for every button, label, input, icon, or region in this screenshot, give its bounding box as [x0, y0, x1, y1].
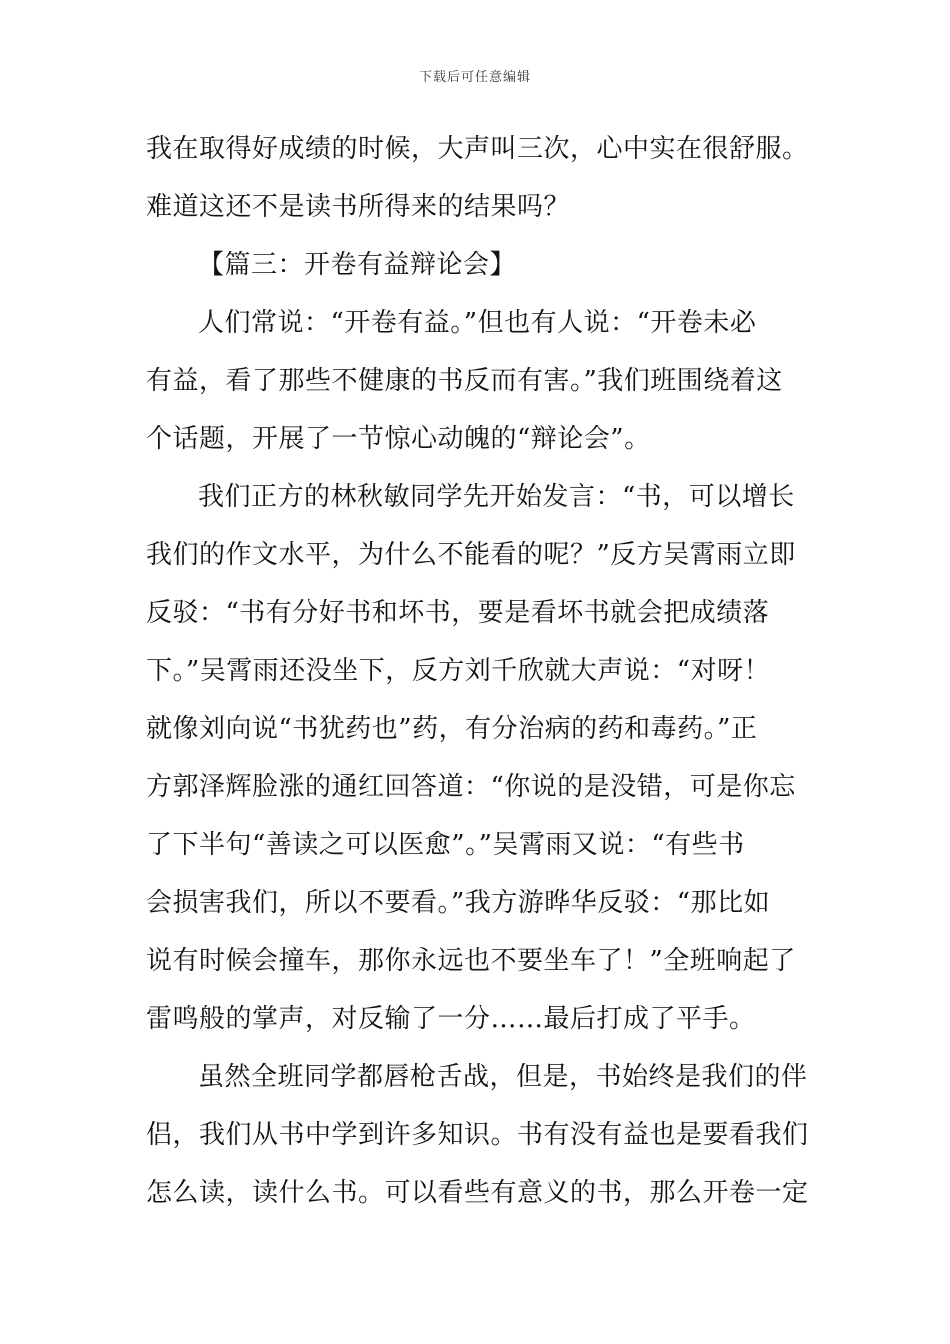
- text-line: 说有时候会撞车，那你永远也不要坐车了！”全班响起了: [146, 946, 796, 976]
- text-line: 虽然全班同学都唇枪舌战，但是，书始终是我们的伴: [198, 1062, 808, 1092]
- text-line: 了下半句“善读之可以医愈”。”吴霄雨又说：“有些书: [146, 830, 745, 860]
- text-line: 下。”吴霄雨还没坐下，反方刘千欣就大声说：“对呀！: [146, 656, 771, 686]
- text-line: 我们的作文水平，为什么不能看的呢？”反方吴霄雨立即: [146, 540, 796, 570]
- text-line: 我在取得好成绩的时候，大声叫三次，心中实在很舒服。: [146, 134, 809, 164]
- section-heading: 【篇三：开卷有益辩论会】: [198, 250, 517, 280]
- text-line: 会损害我们，所以不要看。”我方游晔华反驳：“那比如: [146, 888, 771, 918]
- text-line: 侣，我们从书中学到许多知识。书有没有益也是要看我们: [146, 1120, 809, 1150]
- text-line: 我们正方的林秋敏同学先开始发言：“书，可以增长: [198, 482, 795, 512]
- text-line: 人们常说：“开卷有益。”但也有人说：“开卷未必: [198, 308, 757, 338]
- text-line: 怎么读，读什么书。可以看些有意义的书，那么开卷一定: [146, 1178, 809, 1208]
- text-line: 个话题，开展了一节惊心动魄的“辩论会”。: [146, 424, 651, 454]
- text-line: 难道这还不是读书所得来的结果吗？: [146, 192, 571, 222]
- text-line: 雷鸣般的掌声，对反输了一分……最后打成了平手。: [146, 1004, 756, 1034]
- text-line: 就像刘向说“书犹药也”药，有分治病的药和毒药。”正: [146, 714, 758, 744]
- text-line: 方郭泽辉脸涨的通红回答道：“你说的是没错，可是你忘: [146, 772, 796, 802]
- text-line: 有益，看了那些不健康的书反而有害。”我们班围绕着这: [146, 366, 783, 396]
- text-line: 反驳：“书有分好书和坏书，要是看坏书就会把成绩落: [146, 598, 770, 628]
- document-body: [146, 120, 808, 1222]
- page-header: 下载后可任意编辑: [418, 70, 531, 85]
